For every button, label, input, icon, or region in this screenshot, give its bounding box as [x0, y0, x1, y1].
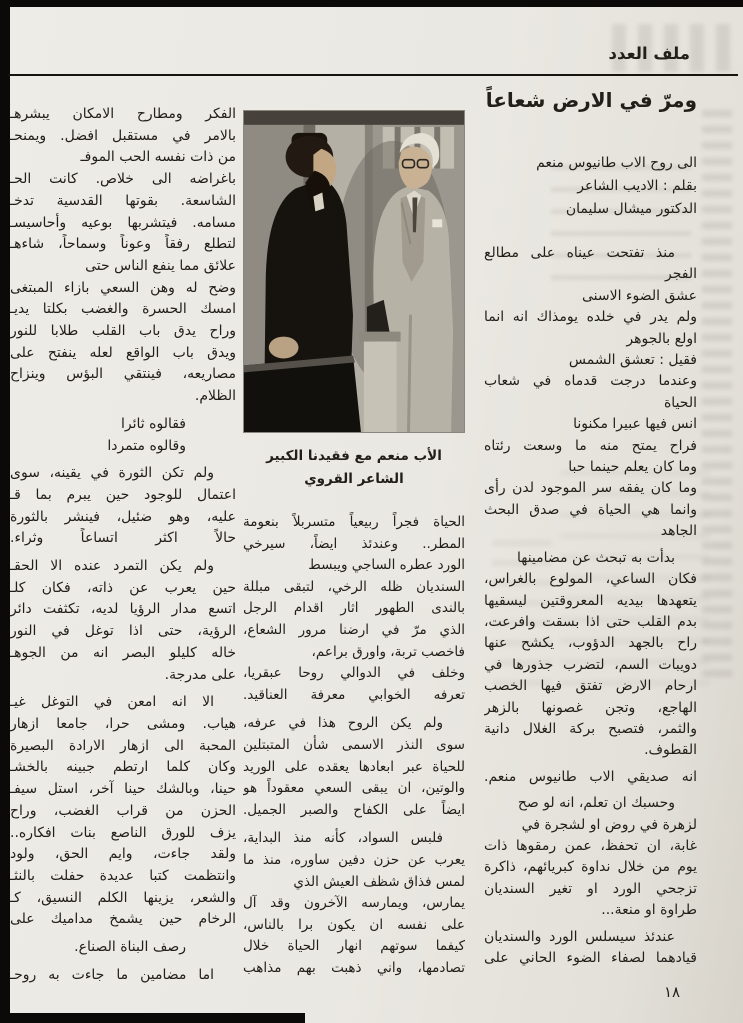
text-line: والشعر، يزينها الكلم النسيق، كـ	[10, 889, 236, 906]
text-block	[10, 692, 236, 931]
text-line: فقالوه ثائرا	[121, 415, 186, 432]
text-line: غابة، ان تحفظ، عمن رمقوها ذات	[484, 837, 697, 854]
text-line: عندئذ سيسلس الورد والسنديان	[484, 928, 675, 945]
dedication-item: الدكتور ميشال سليمان	[565, 201, 697, 217]
text-line: وانما هي الحياة في صدق البحث	[484, 501, 697, 518]
text-line: حين يعرب عن ذاته، فكان كلـ	[10, 579, 236, 596]
text-line: الرؤية، حتى اذا توغل في النور	[10, 623, 236, 640]
scan-edge-top	[0, 0, 743, 7]
text-line: وما كان يعلم حينما حبا	[568, 459, 697, 476]
text-line: ولم يكن الروح هذا في عرفه،	[243, 715, 443, 732]
text-line: الورد عطره الساجي ويبسط	[308, 557, 465, 574]
photo-caption-item: الأب منعم مع فقيدنا الكبير	[266, 448, 442, 464]
text-line: القطوف.	[644, 742, 697, 759]
text-line: الا انه امعن في التوغل غيـ	[10, 694, 214, 711]
text-line: فلبس السواد، كأنه منذ البداية،	[243, 830, 443, 847]
text-line: اعتمال للوجود حين يبرم بما قـ	[10, 486, 236, 503]
text-line: ولم يدر في خلده يومذاك انه انما	[484, 309, 697, 326]
text-line: مصاريعه، فينتقي البؤس وينزاح	[10, 366, 236, 383]
text-line: ولم يكن التمرد عنده الا الحقـ	[10, 558, 214, 575]
text-block	[484, 548, 697, 762]
text-line: عشق الضوء الاسنى	[581, 287, 697, 304]
text-line: امسك الحسرة والغضب بكلتا يديـ	[10, 301, 236, 318]
text-line: وراح يدق باب القلب طلابا للنور	[10, 323, 236, 340]
text-line: وكان كلما ارتطم جبينه بالخشـ	[10, 759, 236, 776]
bleed-through-ghost	[702, 110, 732, 680]
text-line: تصادمها، واني ذهبت بهم مذاهب	[243, 959, 465, 976]
column-middle-text	[243, 512, 465, 979]
text-line: سوى النذر الاسمى شأن المتبتلين	[243, 736, 465, 753]
text-line: ايضاً على الكفاح والصبر الجميل.	[243, 801, 465, 818]
text-line: عليه، وهو ضئيل، فينشر بالثورة	[10, 508, 236, 525]
text-line: وعندما درجت قدماه في شعاب	[484, 373, 697, 390]
column-left-text	[10, 104, 236, 986]
column-left	[10, 104, 236, 992]
text-block	[484, 243, 697, 543]
text-line: الشاسعة. بقوتها القدسية تدخـ	[10, 192, 236, 209]
text-line: لتطلع رفقاً وعوناً وسماحاً، شاءهـ	[10, 236, 236, 253]
text-line: ويدق باب الواقع لعله ينفتح على	[10, 344, 236, 361]
text-line: قيادهما لصفاء الضوء الحاني على	[484, 950, 697, 966]
text-line: حالاً اكثر اتساعاً وثراء.	[10, 530, 236, 547]
text-line: الذي مرّ في ارضنا مرور الشعاع،	[243, 621, 465, 638]
photo-caption	[243, 445, 465, 491]
photo-illustration	[244, 111, 464, 432]
text-line: يزف للورق الناصع بنات افكاره..	[10, 824, 236, 841]
text-line: كيفما سوتهم انهار الحياة خلال	[243, 938, 465, 955]
text-line: اولع بالجوهر	[626, 330, 697, 347]
text-block	[10, 463, 236, 550]
photo-father-monem-with-poet-alqarawi	[243, 110, 465, 433]
text-line: يوم من خلال نداوة كبريائهم، ذاكرة	[484, 859, 697, 876]
text-line: الظلام.	[194, 388, 236, 405]
scan-edge-left	[0, 7, 10, 1023]
article-title: ومرّ في الارض شعاعاً	[485, 88, 697, 112]
text-line: ولقد جاءت، وايم الحق، ولود	[10, 846, 236, 863]
text-block	[243, 713, 465, 821]
text-line: للحياة عبر ابعادها يعقده على الوريد	[243, 758, 465, 775]
column-right	[484, 88, 697, 974]
text-block	[243, 828, 465, 979]
text-line: من ذات نفسه الحب الموفـ	[80, 149, 236, 166]
dedication	[484, 152, 697, 221]
column-right-text	[484, 243, 697, 969]
text-line: تزجحي الورد او تغير السنديان	[484, 880, 697, 897]
text-line: الحزن من قراب الغضب، وراح	[10, 802, 236, 819]
text-block	[243, 512, 465, 706]
text-block	[484, 767, 697, 788]
text-line: وضح له وهن السعي بازاء المبتغى	[10, 279, 236, 296]
text-line: حينا، وبالشك حينا آخر، استل سيفـ	[10, 781, 236, 798]
text-line: ارحام الارض تفتق فيها الخصب	[484, 678, 697, 695]
section-label: ملف العدد	[608, 44, 690, 63]
text-line: والثمر، فتصبح بركة الغلال دانية	[484, 720, 697, 737]
text-line: وما كان يفقه سر الموجود لدن رأى	[484, 480, 697, 497]
text-line: انس فيها عبيرا مكنونا	[573, 416, 697, 433]
text-line: على مدرجة.	[164, 666, 236, 683]
text-line: الحياة	[663, 394, 697, 411]
text-line: وقالوه متمردا	[107, 437, 186, 454]
text-line: بالندى الطهور اثار اقدام الرجل	[243, 600, 465, 617]
text-line: والوتين، ان يبقى السعي معقوداً هو	[243, 780, 465, 797]
text-block	[10, 937, 236, 959]
text-line: الجاهد	[660, 523, 697, 540]
text-line: اتسع مدار الرؤيا لديه، تكثفت دائر	[10, 601, 236, 618]
text-line: منذ تفتحت عيناه على مطالع	[484, 245, 675, 261]
text-line: السنديان ظله الرخي، لتبقى مبللة	[243, 578, 465, 595]
scan-edge-bottom	[0, 1013, 305, 1023]
text-line: ولم تكن الثورة في يقينه، سوى	[10, 465, 214, 482]
text-line: لمس فذاق شظف العيش الذي	[293, 873, 465, 890]
text-line: المطر.. وعندئذ ايضاً، سيرخي	[243, 535, 465, 552]
text-line: دويبات السم، لتضرب جذورها في	[484, 656, 697, 673]
text-line: الفكر ومطارح الامكان يبشرهـ	[10, 106, 236, 122]
text-line: على نفسه ان يكون برا بالناس،	[243, 916, 465, 933]
dedication-item: الى روح الاب طانيوس منعم	[536, 155, 697, 171]
text-line: مسامه. فيتشربها بوعيه وأحاسيسـ	[10, 214, 236, 231]
text-line: وحسبك ان تعلم، انه لو صح	[517, 795, 675, 812]
header-rule	[8, 74, 738, 76]
photo-caption-item: الشاعر القروي	[304, 471, 404, 487]
text-line: بدأت به تبحث عن مضامينها	[516, 549, 675, 566]
column-middle	[243, 110, 465, 986]
text-line: وانتظمت كتبا عديدة حفلت بالنثـ	[10, 867, 236, 884]
text-line: الحياة فجراً ربيعياً متسربلاً بنعومة	[243, 514, 465, 530]
text-line: يتعهدها بيديه المعروقتين ليسقيها	[484, 592, 697, 609]
page-number: ١٨	[663, 983, 681, 1001]
text-line: المحبة الى ازهار الارادة البصيرة	[10, 737, 236, 754]
text-line: الرخام حين يشمخ مداميك على	[10, 911, 236, 928]
text-block	[10, 414, 236, 457]
text-line: راح بالجهد الدؤوب، يكشح عنها	[484, 635, 697, 652]
text-line: باغراضه الى خلاص. كانت الحـ	[10, 171, 236, 188]
text-line: رصف البناة الصناع.	[74, 939, 186, 956]
text-line: تعرفه الخوابي معرفة العناقيد.	[243, 686, 465, 703]
text-line: فقيل : تعشق الشمس	[568, 352, 697, 369]
text-line: لزهرة في روض او لشجرة في	[521, 816, 697, 833]
text-line: اما مضامين ما جاءت به روحـ	[10, 966, 214, 983]
text-block	[484, 793, 697, 921]
dedication-item: بقلم : الاديب الشاعر	[577, 178, 697, 194]
text-line: هياب. ومشى حرا، جامعا ازهار	[10, 715, 236, 732]
text-block	[10, 104, 236, 408]
text-line: فاخصب تربة، واورق براعم،	[311, 643, 465, 660]
text-block	[484, 927, 697, 970]
text-line: بالامر في مستقبل افضل. ويمنحـ	[10, 127, 236, 144]
text-line: بدم القلب حتى اذا بسقت وافرعت،	[484, 613, 697, 630]
text-block	[10, 965, 236, 987]
text-line: انه صديقي الاب طانيوس منعم.	[484, 768, 697, 785]
text-line: طراوة او منعة...	[601, 902, 697, 919]
text-line: الهاجع، وتجن غصونها بالزهر	[484, 699, 697, 716]
text-line: فراح يمتح منه ما وسعت رئتاه	[484, 437, 697, 454]
text-block	[10, 556, 236, 686]
text-line: يعرب عن حزن دفين ساوره، منذ ما	[243, 851, 465, 868]
text-line: خاله كليلو البصر انه من الجوهـ	[10, 644, 236, 661]
text-line: وخلف في الدوالي روحا عبقريا،	[243, 665, 465, 682]
text-line: الفجر	[665, 266, 697, 283]
text-line: علائق مما ينفع الناس حتى	[85, 257, 236, 274]
text-line: يمارس، ويمارسه الآخرون وقد آل	[243, 895, 465, 912]
text-line: فكان الساعي، المولوع بالغراس،	[484, 571, 697, 588]
